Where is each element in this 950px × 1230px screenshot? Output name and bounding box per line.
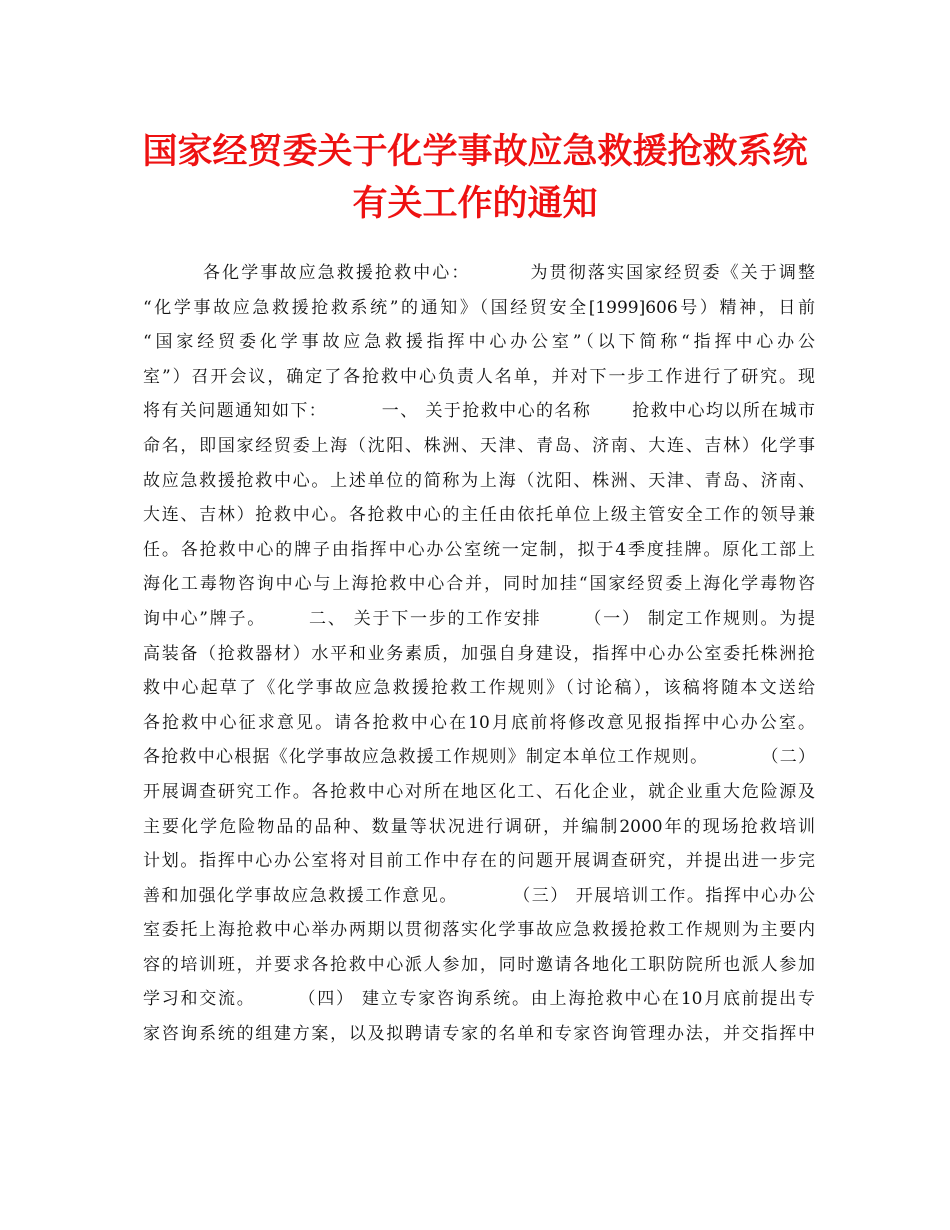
body-line: 各抢救中心根据《化学事故应急救援工作规则》制定本单位工作规则。 （二） [143, 747, 815, 768]
body-line: 命名，即国家经贸委上海（沈阳、株洲、天津、青岛、济南、大连、吉林）化学事 [143, 435, 815, 456]
body-line: 开展调查研究工作。各抢救中心对所在地区化工、石化企业，就企业重大危险源及 [143, 781, 815, 802]
body-line: “化学事故应急救援抢救系统”的通知》（国经贸安全[1999]606号）精神，日前 [143, 297, 815, 318]
body-line: 室”）召开会议，确定了各抢救中心负责人名单，并对下一步工作进行了研究。现 [143, 366, 815, 387]
body-line: 各抢救中心征求意见。请各抢救中心在10月底前将修改意见报指挥中心办公室。 [143, 712, 815, 733]
body-line: 各化学事故应急救援抢救中心： 为贯彻落实国家经贸委《关于调整 [143, 263, 815, 283]
body-line: 善和加强化学事故应急救援工作意见。 （三） 开展培训工作。指挥中心办公 [143, 885, 815, 906]
document-body [143, 256, 815, 1052]
title-line-2: 有关工作的通知 [352, 183, 598, 224]
body-line: 询中心”牌子。 二、 关于下一步的工作安排 （一） 制定工作规则。为提 [143, 608, 815, 629]
document-title [100, 126, 850, 230]
title-line-1: 国家经贸委关于化学事故应急救援抢救系统 [142, 131, 808, 172]
body-line: 容的培训班，并要求各抢救中心派人参加，同时邀请各地化工职防院所也派人参加 [143, 954, 815, 975]
body-line: “国家经贸委化学事故应急救援指挥中心办公室”（以下简称“指挥中心办公 [143, 332, 815, 353]
body-line: 将有关问题通知如下： 一、 关于抢救中心的名称 抢救中心均以所在城市 [143, 401, 815, 422]
body-line: 高装备（抢救器材）水平和业务素质，加强自身建设，指挥中心办公室委托株洲抢 [143, 643, 815, 664]
body-line: 救中心起草了《化学事故应急救援抢救工作规则》（讨论稿），该稿将随本文送给 [143, 678, 815, 699]
body-line: 家咨询系统的组建方案，以及拟聘请专家的名单和专家咨询管理办法，并交指挥中 [143, 1024, 815, 1045]
body-line: 任。各抢救中心的牌子由指挥中心办公室统一定制，拟于4季度挂牌。原化工部上 [143, 539, 815, 560]
body-line: 大连、吉林）抢救中心。各抢救中心的主任由依托单位上级主管安全工作的领导兼 [143, 505, 815, 526]
body-line: 学习和交流。 （四） 建立专家咨询系统。由上海抢救中心在10月底前提出专 [143, 989, 815, 1010]
body-line: 主要化学危险物品的品种、数量等状况进行调研，并编制2000年的现场抢救培训 [143, 816, 815, 837]
body-line: 室委托上海抢救中心举办两期以贯彻落实化学事故应急救援抢救工作规则为主要内 [143, 920, 815, 941]
body-line: 海化工毒物咨询中心与上海抢救中心合并，同时加挂“国家经贸委上海化学毒物咨 [143, 574, 815, 595]
body-line: 计划。指挥中心办公室将对目前工作中存在的问题开展调查研究，并提出进一步完 [143, 851, 815, 872]
body-line: 故应急救援抢救中心。上述单位的简称为上海（沈阳、株洲、天津、青岛、济南、 [143, 470, 815, 491]
